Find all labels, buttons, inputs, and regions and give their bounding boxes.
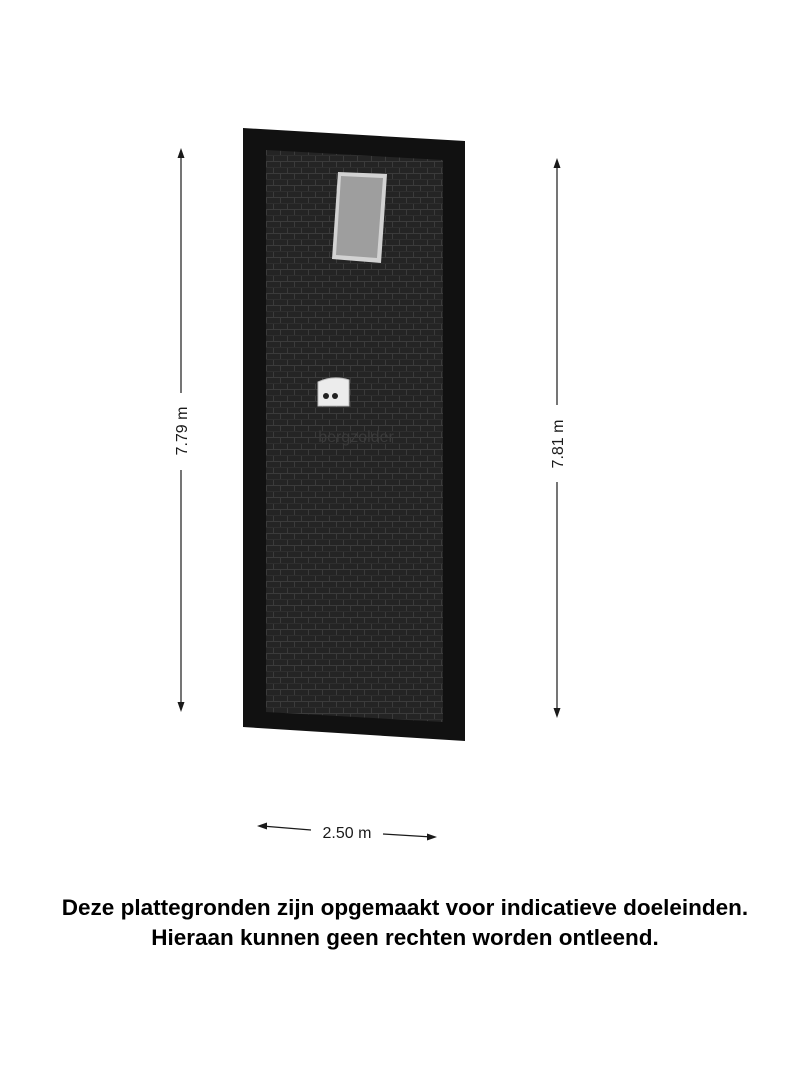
roof-vent-icon (318, 378, 349, 406)
skylight-icon (332, 172, 387, 263)
dimension-left-label: 7.79 m (174, 406, 191, 456)
disclaimer (0, 893, 810, 953)
dimension-right-label: 7.81 m (550, 419, 567, 469)
disclaimer-line-2: Hieraan kunnen geen rechten worden ontleend. (151, 925, 659, 950)
disclaimer-line-1: Deze plattegronden zijn opgemaakt voor indicatieve doeleinden. (61, 895, 749, 920)
dimension-bottom-label: 2.50 m (322, 825, 372, 842)
room-label: bergzolder (318, 429, 394, 446)
